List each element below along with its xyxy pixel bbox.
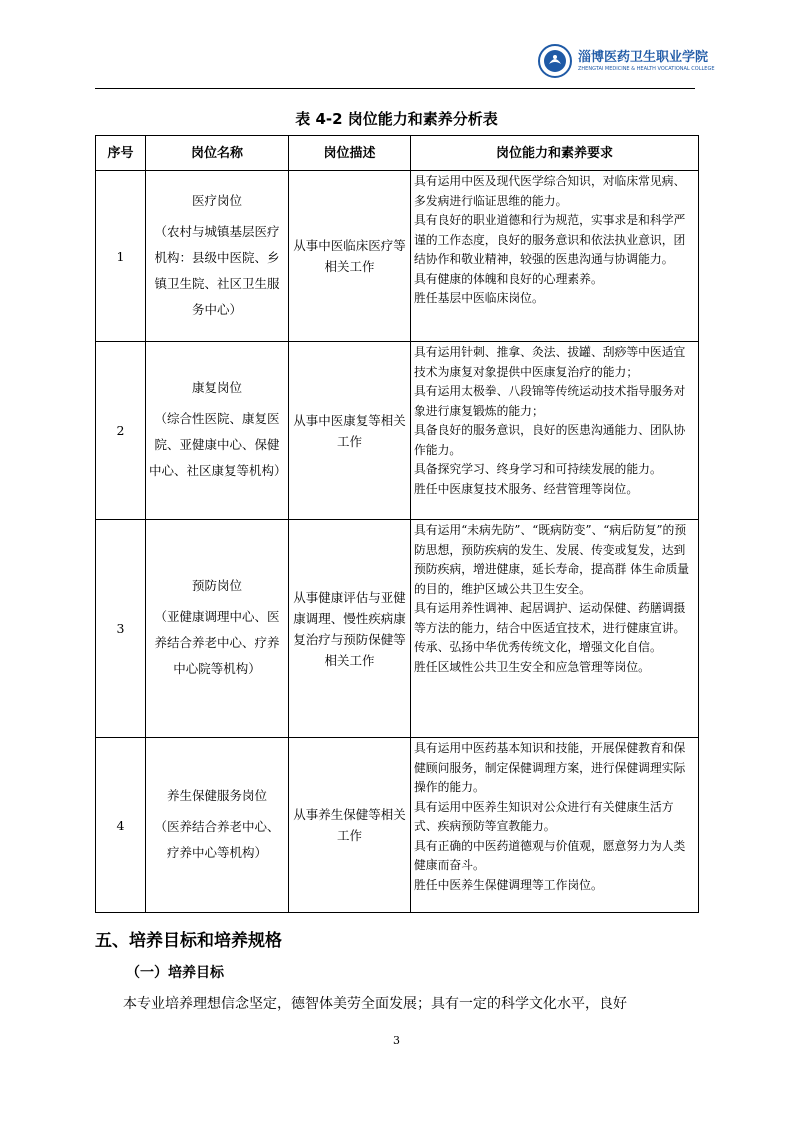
requirement-item: 胜任中医康复技术服务、经营管理等岗位。 [414, 481, 639, 496]
requirement-item: 具有运用中医养生知识对公众进行有关健康生活方式、疾病预防等宣教能力。 [414, 799, 674, 833]
position-title: 预防岗位 [191, 578, 242, 593]
row-name [146, 520, 289, 738]
row-num: 1 [96, 171, 146, 342]
position-title: 康复岗位 [191, 380, 242, 395]
row-name [146, 171, 289, 342]
table-header-row [96, 136, 699, 171]
school-logo [538, 44, 715, 80]
row-num: 2 [96, 342, 146, 520]
row-desc: 从事中医临床医疗等相关工作 [289, 171, 411, 342]
row-name [146, 738, 289, 913]
requirement-item: 具有运用中医药基本知识和技能，开展保健教育和保健顾问服务，制定保健调理方案，进行保健调理实际操作的能力。 [414, 741, 686, 794]
requirement-item: 具有良好的职业道德和行为规范，实事求是和科学严谨的工作态度，良好的服务意识和依法执业意识，团结协作和敬业精神，较强的医患沟通与协调能力。 [414, 213, 686, 266]
row-requirements [411, 738, 699, 913]
header-num: 序号 [96, 136, 146, 171]
row-requirements [411, 520, 699, 738]
table-row [96, 520, 699, 738]
requirement-item: 具有运用中医及现代医学综合知识，对临床常见病、多发病进行临证思维的能力。 [414, 174, 686, 208]
requirement-item: 具备探究学习、终身学习和可持续发展的能力。 [414, 462, 662, 476]
row-desc: 从事养生保健等相关工作 [289, 738, 411, 913]
requirement-item: 胜任中医养生保健调理等工作岗位。 [414, 877, 603, 892]
header-req: 岗位能力和素养要求 [411, 136, 699, 171]
page-number: 3 [393, 1034, 400, 1047]
table-title: 表 4-2 岗位能力和素养分析表 [295, 110, 498, 128]
position-title: 养生保健服务岗位 [166, 787, 267, 803]
requirement-item: 胜任区域性公共卫生安全和应急管理等岗位。 [414, 659, 650, 674]
requirement-item: 胜任基层中医临床岗位。 [414, 291, 544, 305]
position-institutions: （农村与城镇基层医疗机构：县级中医院、乡镇卫生院、社区卫生服务中心） [154, 223, 280, 317]
school-emblem-icon [538, 44, 572, 78]
table-row [96, 738, 699, 913]
school-name-en: ZHENGTAI MEDICINE & HEALTH VOCATIONAL COLLEGE [578, 66, 715, 72]
requirement-item: 具有运用针刺、推拿、灸法、拔罐、刮痧等中医适宜技术为康复对象提供中医康复治疗的能力； [414, 345, 686, 379]
section-heading: 五、培养目标和培养规格 [95, 931, 282, 951]
requirement-item: 具有运用养性调神、起居调护、运动保健、药膳调摄等方法的能力，结合中医适宜技术，进行健康宣讲。 [414, 601, 686, 635]
school-name-cn: 淄博医药卫生职业学院 [578, 50, 709, 65]
position-title: 医疗岗位 [191, 192, 242, 208]
requirement-item: 具有正确的中医药道德观与价值观，愿意努力为人类健康而奋斗。 [414, 838, 686, 872]
requirement-item: 具有健康的体魄和良好的心理素养。 [414, 271, 603, 286]
requirement-item: 具备良好的服务意识，良好的医患沟通能力、团队协作能力。 [414, 423, 686, 457]
position-institutions: （医养结合养老中心、疗养中心等机构） [154, 818, 280, 860]
row-requirements [411, 171, 699, 342]
table-row [96, 342, 699, 520]
table-row [96, 171, 699, 342]
row-desc: 从事健康评估与亚健康调理、慢性疾病康复治疗与预防保健等相关工作 [289, 520, 411, 738]
row-requirements [411, 342, 699, 520]
subsection-heading: （一）培养目标 [126, 965, 224, 981]
header-divider [95, 88, 695, 89]
position-institutions: （亚健康调理中心、医养结合养老中心、疗养中心院等机构） [154, 609, 280, 676]
requirement-item: 具有运用“未病先防”、“既病防变”、“病后防复”的预防思想，预防疾病的发生、发展、传变或复发，达到预防疾病，增进健康，延长寿命，提高群 体生命质量的目的，维护区域公共卫生安全。 [414, 523, 690, 596]
requirement-item: 传承、弘扬中华优秀传统文化，增强文化自信。 [414, 640, 662, 654]
header-name: 岗位名称 [146, 136, 289, 171]
row-name [146, 342, 289, 520]
row-num: 3 [96, 520, 146, 738]
header-desc: 岗位描述 [289, 136, 411, 171]
body-paragraph: 本专业培养理想信念坚定，德智体美劳全面发展；具有一定的科学文化水平，良好 [123, 996, 627, 1012]
requirement-item: 具有运用太极拳、八段锦等传统运动技术指导服务对象进行康复锻炼的能力； [414, 384, 686, 418]
row-desc: 从事中医康复等相关工作 [289, 342, 411, 520]
row-num: 4 [96, 738, 146, 913]
position-ability-table [95, 135, 699, 913]
position-institutions: （综合性医院、康复医院、亚健康中心、保健中心、社区康复等机构） [149, 411, 287, 478]
